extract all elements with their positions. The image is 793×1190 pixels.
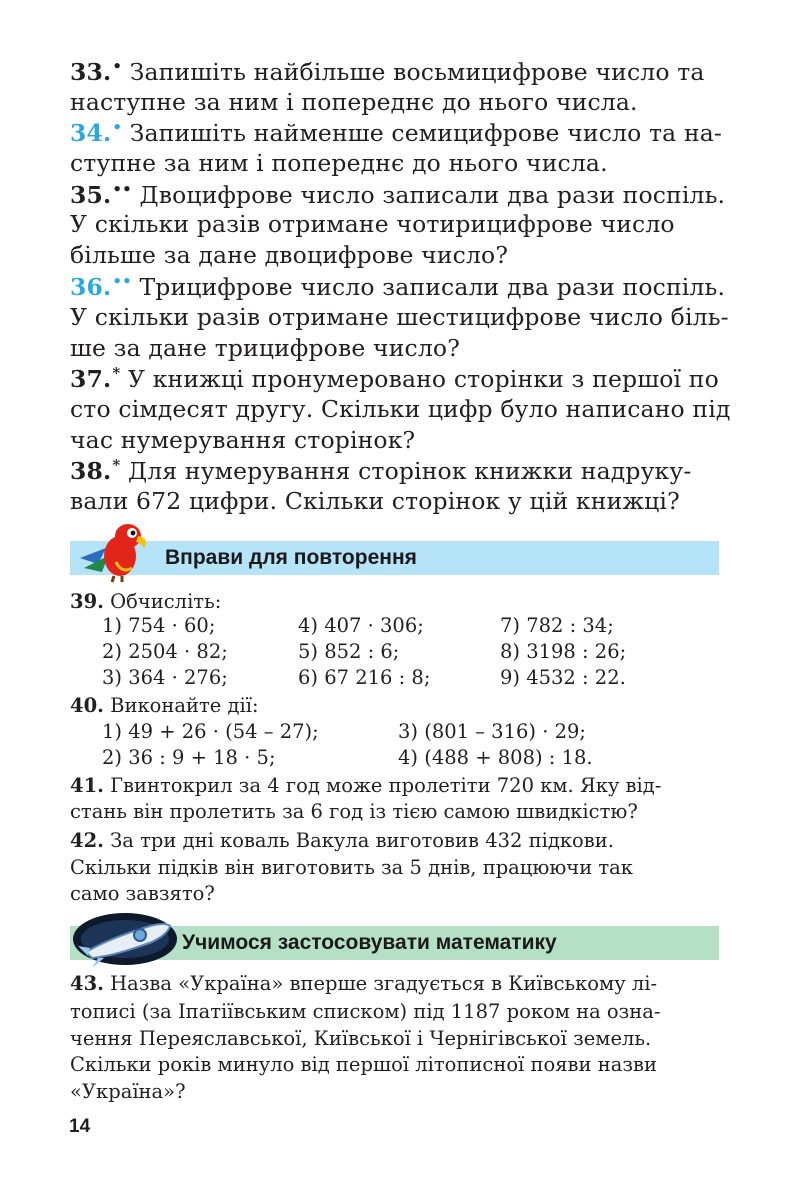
difficulty-mark: •• xyxy=(112,272,132,290)
exercise-number: 35. xyxy=(70,181,112,209)
exercise-number: 37. xyxy=(70,365,112,393)
exercise-35-line-2: У скільки разів отримане чотирицифрове число xyxy=(70,210,675,238)
exercise-39-header xyxy=(70,590,221,613)
exercise-text: Двоцифрове число записали два рази поспіль. xyxy=(139,181,726,209)
difficulty-mark: * xyxy=(112,364,121,382)
exercise-41-line-2: стань він пролетить за 6 год із тією самою швидкістю? xyxy=(70,800,638,823)
exercise-text: Запишіть найбільше восьмицифрове число та xyxy=(129,58,705,86)
task-item: 2) 36 : 9 + 18 · 5; xyxy=(102,746,276,769)
exercise-number: 40. xyxy=(70,694,104,717)
exercise-43-line-4: Скільки років минуло від першої літописної появи назви xyxy=(70,1053,657,1076)
exercise-37-line-3: час нумерування сторінок? xyxy=(70,426,416,454)
parrot-icon xyxy=(76,518,158,584)
exercise-36-line-3: ше за дане трицифрове число? xyxy=(70,334,460,362)
exercise-text: Запишіть найменше семицифрове число та на- xyxy=(129,119,723,147)
task-item: 1) 49 + 26 · (54 – 27); xyxy=(102,720,319,743)
task-item: 6) 67 216 : 8; xyxy=(298,666,431,689)
rocket-icon xyxy=(70,908,180,970)
exercise-number: 38. xyxy=(70,457,112,485)
exercise-38-line-2: вали 672 цифри. Скільки сторінок у цій книжці? xyxy=(70,487,680,515)
exercise-text: Гвинтокрил за 4 год може пролетіти 720 км. Яку від- xyxy=(110,774,662,797)
difficulty-mark: • xyxy=(112,57,123,75)
exercise-37-line-2: сто сімдесят другу. Скільки цифр було написано під xyxy=(70,395,731,423)
exercise-number: 36. xyxy=(70,273,112,301)
task-item: 3) (801 – 316) · 29; xyxy=(398,720,586,743)
exercise-text: У книжці пронумеровано сторінки з першої по xyxy=(127,365,719,393)
exercise-37-line-1 xyxy=(70,364,719,393)
difficulty-mark: • xyxy=(112,118,123,136)
exercise-36-line-1 xyxy=(70,272,725,301)
exercise-number: 41. xyxy=(70,774,104,797)
page-number: 14 xyxy=(69,1116,91,1137)
difficulty-mark: * xyxy=(112,456,121,474)
exercise-41-line-1 xyxy=(70,774,661,797)
exercise-42-line-1 xyxy=(70,829,614,852)
exercise-33-line-2: наступне за ним і попереднє до нього числа. xyxy=(70,88,638,116)
exercise-text: Трицифрове число записали два рази поспіль. xyxy=(139,273,726,301)
exercise-number: 43. xyxy=(70,972,104,995)
task-item: 7) 782 : 34; xyxy=(500,614,614,637)
task-item: 8) 3198 : 26; xyxy=(500,640,627,663)
exercise-text: Обчисліть: xyxy=(110,590,222,613)
task-item: 5) 852 : 6; xyxy=(298,640,400,663)
exercise-34-line-2: ступне за ним і попереднє до нього числа. xyxy=(70,149,608,177)
exercise-text: За три дні коваль Вакула виготовив 432 підкови. xyxy=(110,829,614,852)
task-item: 2) 2504 · 82; xyxy=(102,640,228,663)
task-item: 1) 754 · 60; xyxy=(102,614,216,637)
exercise-34-line-1 xyxy=(70,118,722,147)
exercise-35-line-3: більше за дане двоцифрове число? xyxy=(70,241,509,269)
exercise-42-line-3: само завзято? xyxy=(70,882,215,905)
task-item: 4) 407 · 306; xyxy=(298,614,424,637)
exercise-43-line-3: чення Переяславської, Київської і Чернігівської земель. xyxy=(70,1027,652,1050)
exercise-43-line-2: тописі (за Іпатіївським списком) під 1187 роком на озна- xyxy=(70,1000,661,1023)
exercise-36-line-2: У скільки разів отримане шестицифрове число біль- xyxy=(70,303,729,331)
exercise-43-line-1 xyxy=(70,972,657,995)
exercise-35-line-1 xyxy=(70,180,725,209)
exercise-text: Для нумерування сторінок книжки надруку- xyxy=(127,457,692,485)
section-title: Вправи для повторення xyxy=(165,546,417,569)
exercise-40-header xyxy=(70,694,259,717)
task-item: 3) 364 · 276; xyxy=(102,666,228,689)
exercise-text: Назва «Україна» вперше згадується в Київському лі- xyxy=(110,972,658,995)
task-item: 4) (488 + 808) : 18. xyxy=(398,746,593,769)
exercise-number: 33. xyxy=(70,58,112,86)
exercise-43-line-5: «Україна»? xyxy=(70,1080,186,1103)
exercise-number: 34. xyxy=(70,119,112,147)
task-item: 9) 4532 : 22. xyxy=(500,666,626,689)
exercise-38-line-1 xyxy=(70,456,691,485)
section-banner-review xyxy=(70,541,719,575)
difficulty-mark: •• xyxy=(112,180,132,198)
exercise-number: 39. xyxy=(70,590,104,613)
exercise-42-line-2: Скільки підків він виготовить за 5 днів, працюючи так xyxy=(70,856,633,879)
exercise-33-line-1 xyxy=(70,57,719,86)
exercise-number: 42. xyxy=(70,829,104,852)
section-title: Учимося застосовувати математику xyxy=(182,931,557,954)
exercise-text: Виконайте дії: xyxy=(110,694,259,717)
